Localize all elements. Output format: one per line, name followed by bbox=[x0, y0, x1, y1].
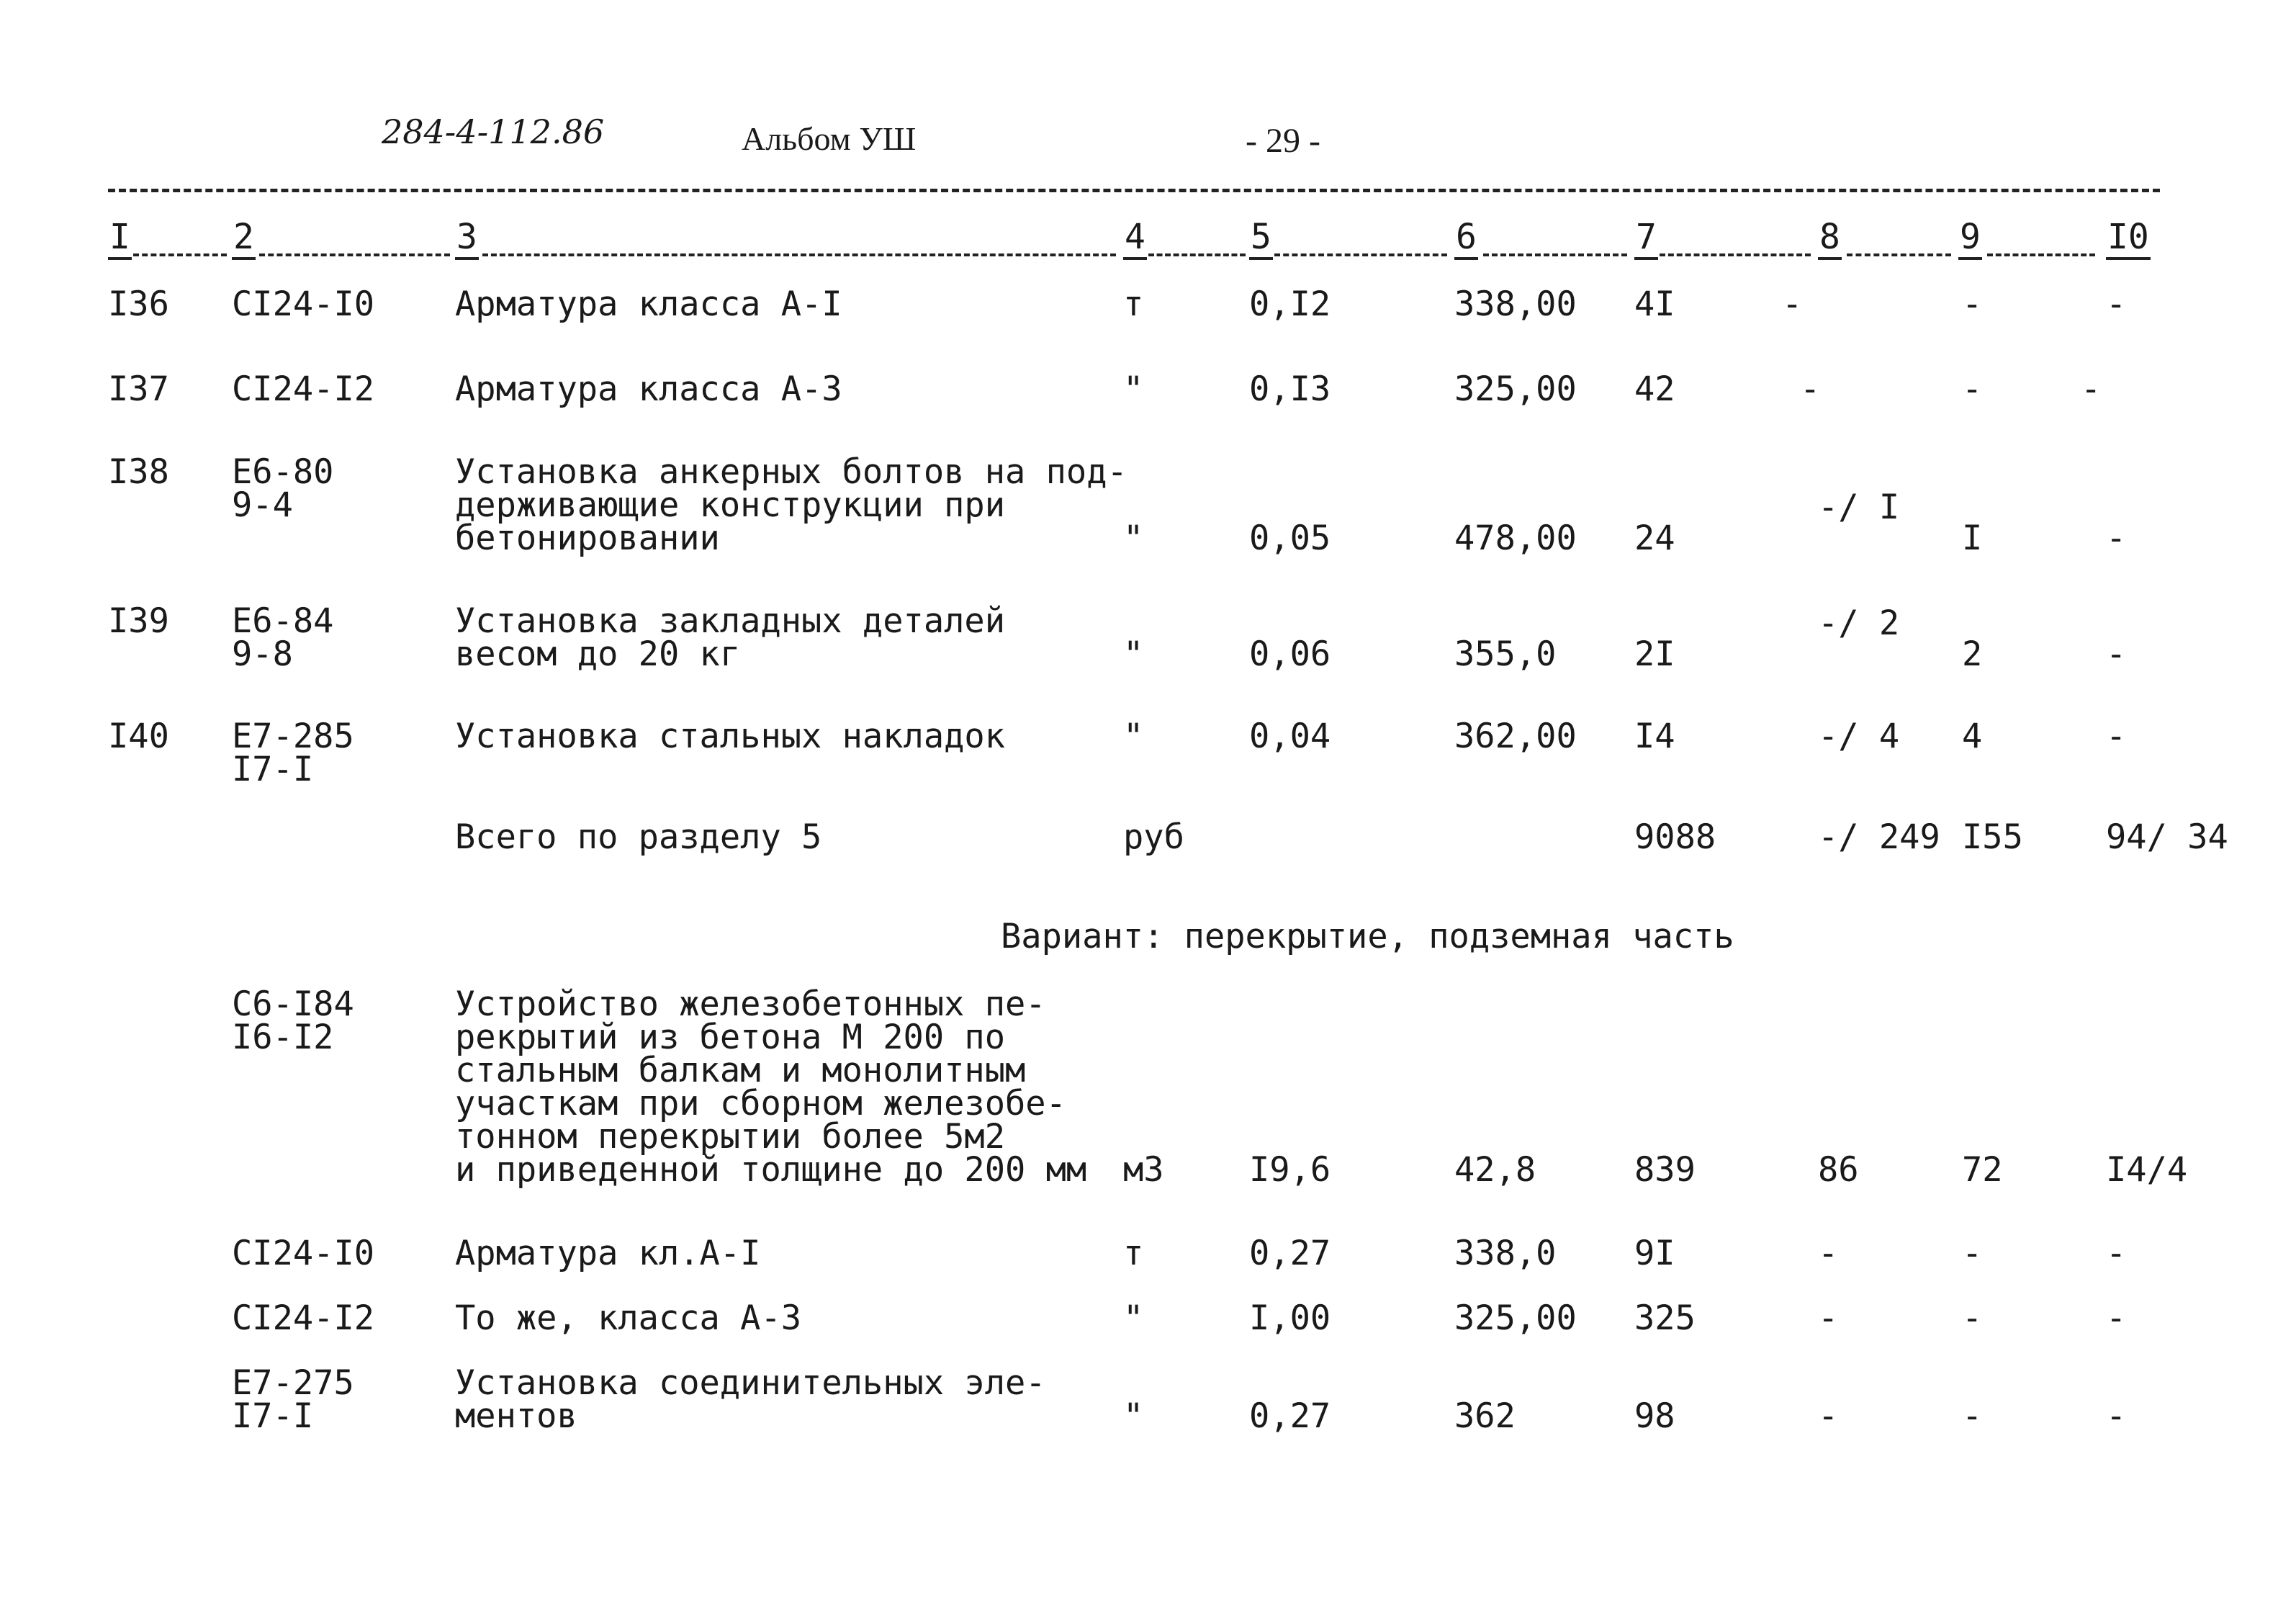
row-137-col8: - bbox=[1800, 369, 1821, 409]
col-header-4: 4 bbox=[1123, 220, 1147, 254]
variant-row-2-name: Арматура кл.А-I bbox=[455, 1234, 761, 1273]
variant-row-1-price: 42,8 bbox=[1454, 1150, 1536, 1190]
row-138-qty: 0,05 bbox=[1249, 519, 1331, 558]
row-136-name: Арматура класса А-I bbox=[455, 284, 842, 324]
variant-row-1-total: 839 bbox=[1634, 1150, 1696, 1190]
header-dash-8 bbox=[1847, 253, 1951, 256]
row-140-col10: - bbox=[2106, 717, 2127, 756]
section-total-unit: руб bbox=[1123, 817, 1184, 857]
variant-row-4-qty: 0,27 bbox=[1249, 1396, 1331, 1436]
variant-row-4-unit: " bbox=[1123, 1396, 1144, 1436]
variant-row-2-col8: - bbox=[1818, 1234, 1839, 1273]
variant-row-1-code: C6-I84 I6-I2 bbox=[232, 984, 354, 1057]
top-dashed-rule bbox=[108, 189, 2160, 192]
row-139-name: Установка закладных деталей весом до 20 кг bbox=[455, 601, 1006, 674]
row-140-name: Установка стальных накладок bbox=[455, 717, 1006, 756]
row-140-unit: " bbox=[1123, 717, 1144, 756]
row-136-price: 338,00 bbox=[1454, 284, 1577, 324]
variant-row-3-unit: " bbox=[1123, 1298, 1144, 1338]
section-total-col9: I55 bbox=[1962, 817, 2023, 857]
section-total-col10: 94/ 34 bbox=[2106, 817, 2228, 857]
variant-row-4-price: 362 bbox=[1454, 1396, 1516, 1436]
variant-row-2-price: 338,0 bbox=[1454, 1234, 1557, 1273]
row-138-name: Установка анкерных болтов на под- держивающие конструкции при бетонировании bbox=[455, 452, 1127, 558]
row-136-qty: 0,I2 bbox=[1249, 284, 1331, 324]
variant-row-3-code: CI24-I2 bbox=[232, 1298, 375, 1338]
row-137-name: Арматура класса А-3 bbox=[455, 369, 842, 409]
row-139-number: I39 bbox=[108, 601, 169, 641]
row-136-total: 4I bbox=[1634, 284, 1675, 324]
col-header-10: I0 bbox=[2106, 220, 2151, 254]
doc-code: 284-4-112.86 bbox=[382, 112, 605, 151]
variant-row-1-col8: 86 bbox=[1818, 1150, 1859, 1190]
col-header-1: I bbox=[108, 220, 132, 254]
row-136-col10: - bbox=[2106, 284, 2127, 324]
variant-row-2-col10: - bbox=[2106, 1234, 2127, 1273]
variant-row-1-col9: 72 bbox=[1962, 1150, 2003, 1190]
variant-row-1-unit: м3 bbox=[1123, 1150, 1164, 1190]
row-139-col10: - bbox=[2106, 634, 2127, 674]
page-number: - 29 - bbox=[1246, 122, 1320, 160]
variant-row-2-code: CI24-I0 bbox=[232, 1234, 375, 1273]
row-140-total: I4 bbox=[1634, 717, 1675, 756]
row-140-price: 362,00 bbox=[1454, 717, 1577, 756]
row-137-qty: 0,I3 bbox=[1249, 369, 1331, 409]
row-137-unit: " bbox=[1123, 369, 1144, 409]
row-137-total: 42 bbox=[1634, 369, 1675, 409]
header-dash-4 bbox=[1148, 253, 1246, 256]
row-138-col10: - bbox=[2106, 519, 2127, 558]
album-title: Альбом УШ bbox=[742, 120, 917, 157]
row-137-col9: - bbox=[1962, 369, 1983, 409]
row-140-code: E7-285 I7-I bbox=[232, 717, 354, 789]
variant-row-1-qty: I9,6 bbox=[1249, 1150, 1331, 1190]
row-136-code: CI24-I0 bbox=[232, 284, 375, 324]
variant-row-4-col9: - bbox=[1962, 1396, 1983, 1436]
col-header-7: 7 bbox=[1634, 220, 1658, 254]
row-139-qty: 0,06 bbox=[1249, 634, 1331, 674]
variant-row-4-col8: - bbox=[1818, 1396, 1839, 1436]
row-136-col8: - bbox=[1782, 284, 1803, 324]
row-140-col8: -/ 4 bbox=[1818, 717, 1900, 756]
row-139-code: E6-84 9-8 bbox=[232, 601, 334, 674]
row-138-price: 478,00 bbox=[1454, 519, 1577, 558]
row-140-qty: 0,04 bbox=[1249, 717, 1331, 756]
row-138-col8: -/ I bbox=[1818, 488, 1900, 527]
row-139-unit: " bbox=[1123, 634, 1144, 674]
row-139-total: 2I bbox=[1634, 634, 1675, 674]
variant-row-4-col10: - bbox=[2106, 1396, 2127, 1436]
section-total-col8: -/ 249 bbox=[1818, 817, 1940, 857]
col-header-5: 5 bbox=[1249, 220, 1273, 254]
row-137-number: I37 bbox=[108, 369, 169, 409]
variant-row-2-unit: т bbox=[1123, 1234, 1144, 1273]
row-138-col9: I bbox=[1962, 519, 1983, 558]
row-139-price: 355,0 bbox=[1454, 634, 1557, 674]
header-dash-1 bbox=[133, 253, 227, 256]
row-136-unit: т bbox=[1123, 284, 1144, 324]
header-dash-2 bbox=[259, 253, 450, 256]
variant-row-3-col9: - bbox=[1962, 1298, 1983, 1338]
header-dash-6 bbox=[1483, 253, 1627, 256]
variant-row-3-price: 325,00 bbox=[1454, 1298, 1577, 1338]
variant-row-1-name: Устройство железобетонных пе- рекрытий из бетона М 200 по стальным балкам и монолитным участкам при сборном железобе- тонном перекрытии более 5м2 и приведенной толщине до 200 мм bbox=[455, 984, 1087, 1190]
variant-row-4-code: E7-275 I7-I bbox=[232, 1363, 354, 1436]
variant-row-2-qty: 0,27 bbox=[1249, 1234, 1331, 1273]
variant-row-4-name: Установка соединительных эле- ментов bbox=[455, 1363, 1046, 1436]
variant-row-2-col9: - bbox=[1962, 1234, 1983, 1273]
section-total-label: Всего по разделу 5 bbox=[455, 817, 822, 857]
row-136-number: I36 bbox=[108, 284, 169, 324]
header-dash-3 bbox=[482, 253, 1116, 256]
col-header-6: 6 bbox=[1454, 220, 1478, 254]
row-138-unit: " bbox=[1123, 519, 1144, 558]
section-total-sum: 9088 bbox=[1634, 817, 1716, 857]
col-header-3: 3 bbox=[455, 220, 479, 254]
row-139-col9: 2 bbox=[1962, 634, 1983, 674]
row-138-total: 24 bbox=[1634, 519, 1675, 558]
variant-row-3-col8: - bbox=[1818, 1298, 1839, 1338]
row-139-col8: -/ 2 bbox=[1818, 603, 1900, 643]
header-dash-9 bbox=[1987, 253, 2095, 256]
variant-row-1-col10: I4/4 bbox=[2106, 1150, 2188, 1190]
variant-row-4-total: 98 bbox=[1634, 1396, 1675, 1436]
row-136-col9: - bbox=[1962, 284, 1983, 324]
variant-row-3-col10: - bbox=[2106, 1298, 2127, 1338]
row-137-code: CI24-I2 bbox=[232, 369, 375, 409]
variant-row-3-total: 325 bbox=[1634, 1298, 1696, 1338]
col-header-9: 9 bbox=[1958, 220, 1982, 254]
variant-heading: Вариант: перекрытие, подземная часть bbox=[1001, 917, 1734, 956]
col-header-2: 2 bbox=[232, 220, 256, 254]
row-140-col9: 4 bbox=[1962, 717, 1983, 756]
variant-row-2-total: 9I bbox=[1634, 1234, 1675, 1273]
row-140-number: I40 bbox=[108, 717, 169, 756]
row-137-price: 325,00 bbox=[1454, 369, 1577, 409]
header-dash-7 bbox=[1660, 253, 1811, 256]
row-138-number: I38 bbox=[108, 452, 169, 492]
row-137-col10: - bbox=[2081, 369, 2102, 409]
variant-row-3-qty: I,00 bbox=[1249, 1298, 1331, 1338]
col-header-8: 8 bbox=[1818, 220, 1842, 254]
header-dash-5 bbox=[1274, 253, 1447, 256]
row-138-code: E6-80 9-4 bbox=[232, 452, 334, 525]
variant-row-3-name: То же, класса А-3 bbox=[455, 1298, 802, 1338]
